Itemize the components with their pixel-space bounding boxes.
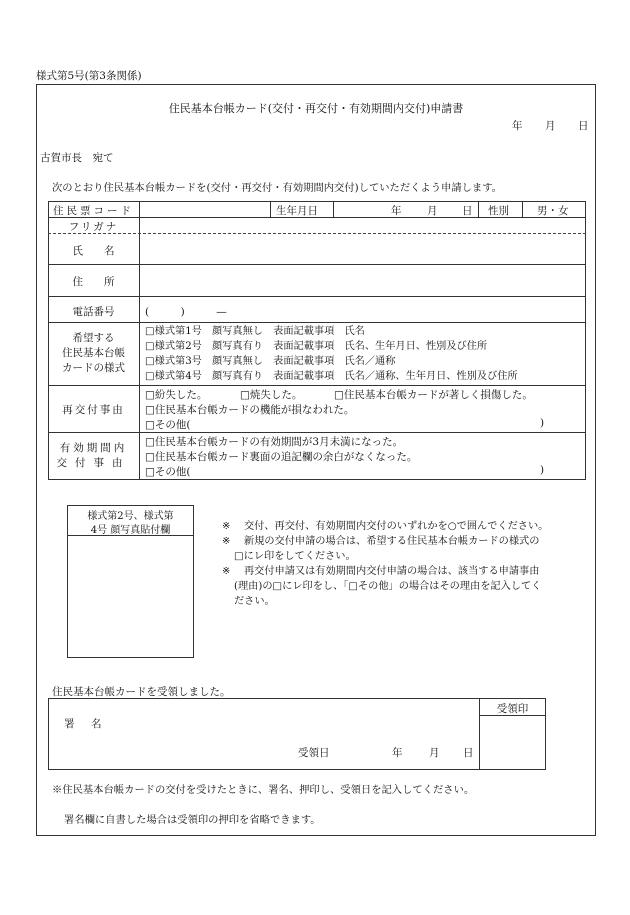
card-style-option-3[interactable]: □様式第3号 顔写真無し 表面記載事項 氏名／通称 bbox=[145, 356, 396, 367]
label-column-divider bbox=[139, 201, 140, 480]
address-label: 住 所 bbox=[72, 276, 115, 288]
note-text: 交付、再交付、有効期間内交付のいずれかを○で囲んでください。 bbox=[244, 521, 549, 532]
note-2 bbox=[222, 534, 548, 549]
form-number: 様式第5号(第3条関係) bbox=[36, 70, 142, 82]
card-style-label bbox=[48, 331, 139, 376]
birthdate-label: 生年月日 bbox=[276, 205, 318, 217]
valid-no-space-checkbox[interactable]: □住民基本台帳カード裏面の追記欄の余白がなくなった。 bbox=[145, 451, 418, 463]
divider bbox=[48, 322, 586, 323]
received-day-label: 日 bbox=[463, 747, 474, 759]
photo-paste-area[interactable] bbox=[70, 538, 191, 655]
receipt-heading: 住民基本台帳カードを受領しました。 bbox=[52, 686, 231, 698]
furigana-field[interactable] bbox=[141, 219, 581, 231]
received-month-label: 月 bbox=[429, 747, 440, 759]
date-month-label: 月 bbox=[545, 120, 556, 132]
note-3-cont2 bbox=[222, 594, 548, 609]
birth-month-label: 月 bbox=[427, 205, 438, 217]
footer-note-2: 署名欄に自書した場合は受領印の押印を省略できます。 bbox=[64, 814, 321, 826]
reissue-malfunction-checkbox[interactable]: □住民基本台帳カードの機能が損なわれた。 bbox=[145, 404, 355, 416]
name-label: 氏 名 bbox=[72, 245, 115, 257]
divider bbox=[48, 264, 586, 265]
card-style-option-1[interactable]: □様式第1号 顔写真無し 表面記載事項 氏名 bbox=[145, 326, 365, 337]
note-text: 新規の交付申請の場合は、希望する住民基本台帳カードの様式の bbox=[244, 536, 540, 547]
name-field[interactable] bbox=[141, 237, 581, 259]
valid-other-field[interactable] bbox=[208, 464, 528, 476]
photo-box-label-line2: 4号 顔写真貼付欄 bbox=[90, 525, 171, 536]
reissue-burned-checkbox[interactable]: □焼失した。 bbox=[240, 389, 303, 401]
date-day-label: 日 bbox=[578, 120, 589, 132]
sex-label: 性別 bbox=[488, 205, 509, 217]
address-field[interactable] bbox=[141, 268, 581, 292]
note-text: ださい。 bbox=[234, 596, 275, 607]
note-mark: ※ bbox=[222, 521, 231, 532]
card-style-label-line2: 住民基本台帳 bbox=[62, 347, 125, 359]
reissue-other-field[interactable] bbox=[208, 417, 528, 429]
signature-label: 署 名 bbox=[64, 718, 105, 730]
card-style-label-line3: カードの様式 bbox=[62, 362, 125, 374]
seal-label: 受領印 bbox=[496, 703, 529, 715]
note-text: □にレ印をしてください。 bbox=[234, 551, 356, 562]
date-year-label: 年 bbox=[512, 120, 523, 132]
note-2-cont bbox=[222, 549, 548, 564]
divider bbox=[48, 432, 586, 433]
divider bbox=[48, 217, 586, 218]
valid-period-label-line2: 交付事由 bbox=[56, 457, 131, 469]
note-mark: ※ bbox=[222, 536, 231, 547]
resident-code-field[interactable] bbox=[141, 203, 269, 215]
note-text: (理由)の□にレ印をし、「□その他」の場合はその理由を記入してく bbox=[234, 581, 542, 592]
seal-area[interactable] bbox=[481, 718, 544, 768]
note-text: 再交付申請又は有効期間内交付申請の場合は、該当する申請事由 bbox=[244, 566, 540, 577]
valid-other-close: ) bbox=[540, 464, 545, 476]
note-3 bbox=[222, 564, 548, 579]
card-style-option-4[interactable]: □様式第4号 顔写真有り 表面記載事項 氏名／通称、生年月日、性別及び住所 bbox=[145, 371, 518, 382]
reissue-damaged-checkbox[interactable]: □住民基本台帳カードが著しく損傷した。 bbox=[334, 389, 533, 401]
divider bbox=[270, 201, 271, 217]
card-style-label-line1: 希望する bbox=[72, 332, 115, 344]
note-3-cont1 bbox=[222, 579, 548, 594]
addressee: 古賀市長 宛て bbox=[40, 152, 114, 164]
sex-options[interactable]: 男・女 bbox=[537, 205, 569, 217]
received-date-label: 受領日 bbox=[298, 747, 330, 759]
birthdate-field[interactable] bbox=[334, 203, 476, 215]
divider bbox=[478, 201, 479, 217]
furigana-label: フリガナ bbox=[68, 221, 119, 233]
reissue-reason-label: 再交付事由 bbox=[62, 404, 125, 416]
resident-code-label: 住民票コード bbox=[53, 205, 134, 217]
signature-field[interactable] bbox=[110, 712, 470, 732]
notes bbox=[222, 519, 548, 609]
valid-other-checkbox[interactable]: □その他( bbox=[145, 466, 191, 478]
received-year-label: 年 bbox=[392, 747, 403, 759]
divider bbox=[522, 201, 523, 217]
note-mark: ※ bbox=[222, 566, 231, 577]
footer-note-1: ※住民基本台帳カードの交付を受けたときに、署名、押印し、受領日を記入してください。 bbox=[52, 784, 475, 796]
note-1 bbox=[222, 519, 548, 534]
valid-period-label-line1: 有効期間内 bbox=[59, 442, 128, 454]
birth-year-label: 年 bbox=[391, 205, 402, 217]
divider bbox=[48, 233, 586, 234]
valid-period-reason-label bbox=[48, 441, 139, 471]
intro-text: 次のとおり住民基本台帳カードを(交付・再交付・有効期間内交付)していただくよう申請します。 bbox=[52, 182, 502, 194]
form-title: 住民基本台帳カード(交付・再交付・有効期間内交付)申請書 bbox=[168, 102, 464, 115]
phone-label: 電話番号 bbox=[72, 306, 115, 318]
birth-day-label: 日 bbox=[462, 205, 473, 217]
card-style-options bbox=[145, 324, 518, 384]
reissue-other-checkbox[interactable]: □その他( bbox=[145, 419, 191, 431]
card-style-option-2[interactable]: □様式第2号 顔写真有り 表面記載事項 氏名、生年月日、性別及び住所 bbox=[145, 341, 488, 352]
valid-expiry-checkbox[interactable]: □住民基本台帳カードの有効期間が3月未満になった。 bbox=[145, 436, 404, 448]
phone-field[interactable]: ( ) — bbox=[145, 306, 227, 318]
photo-box-label-line1: 様式第2号、様式第 bbox=[87, 511, 174, 522]
reissue-other-close: ) bbox=[540, 417, 545, 429]
divider bbox=[48, 296, 586, 297]
reissue-lost-checkbox[interactable]: □紛失した。 bbox=[145, 389, 208, 401]
divider bbox=[48, 385, 586, 386]
